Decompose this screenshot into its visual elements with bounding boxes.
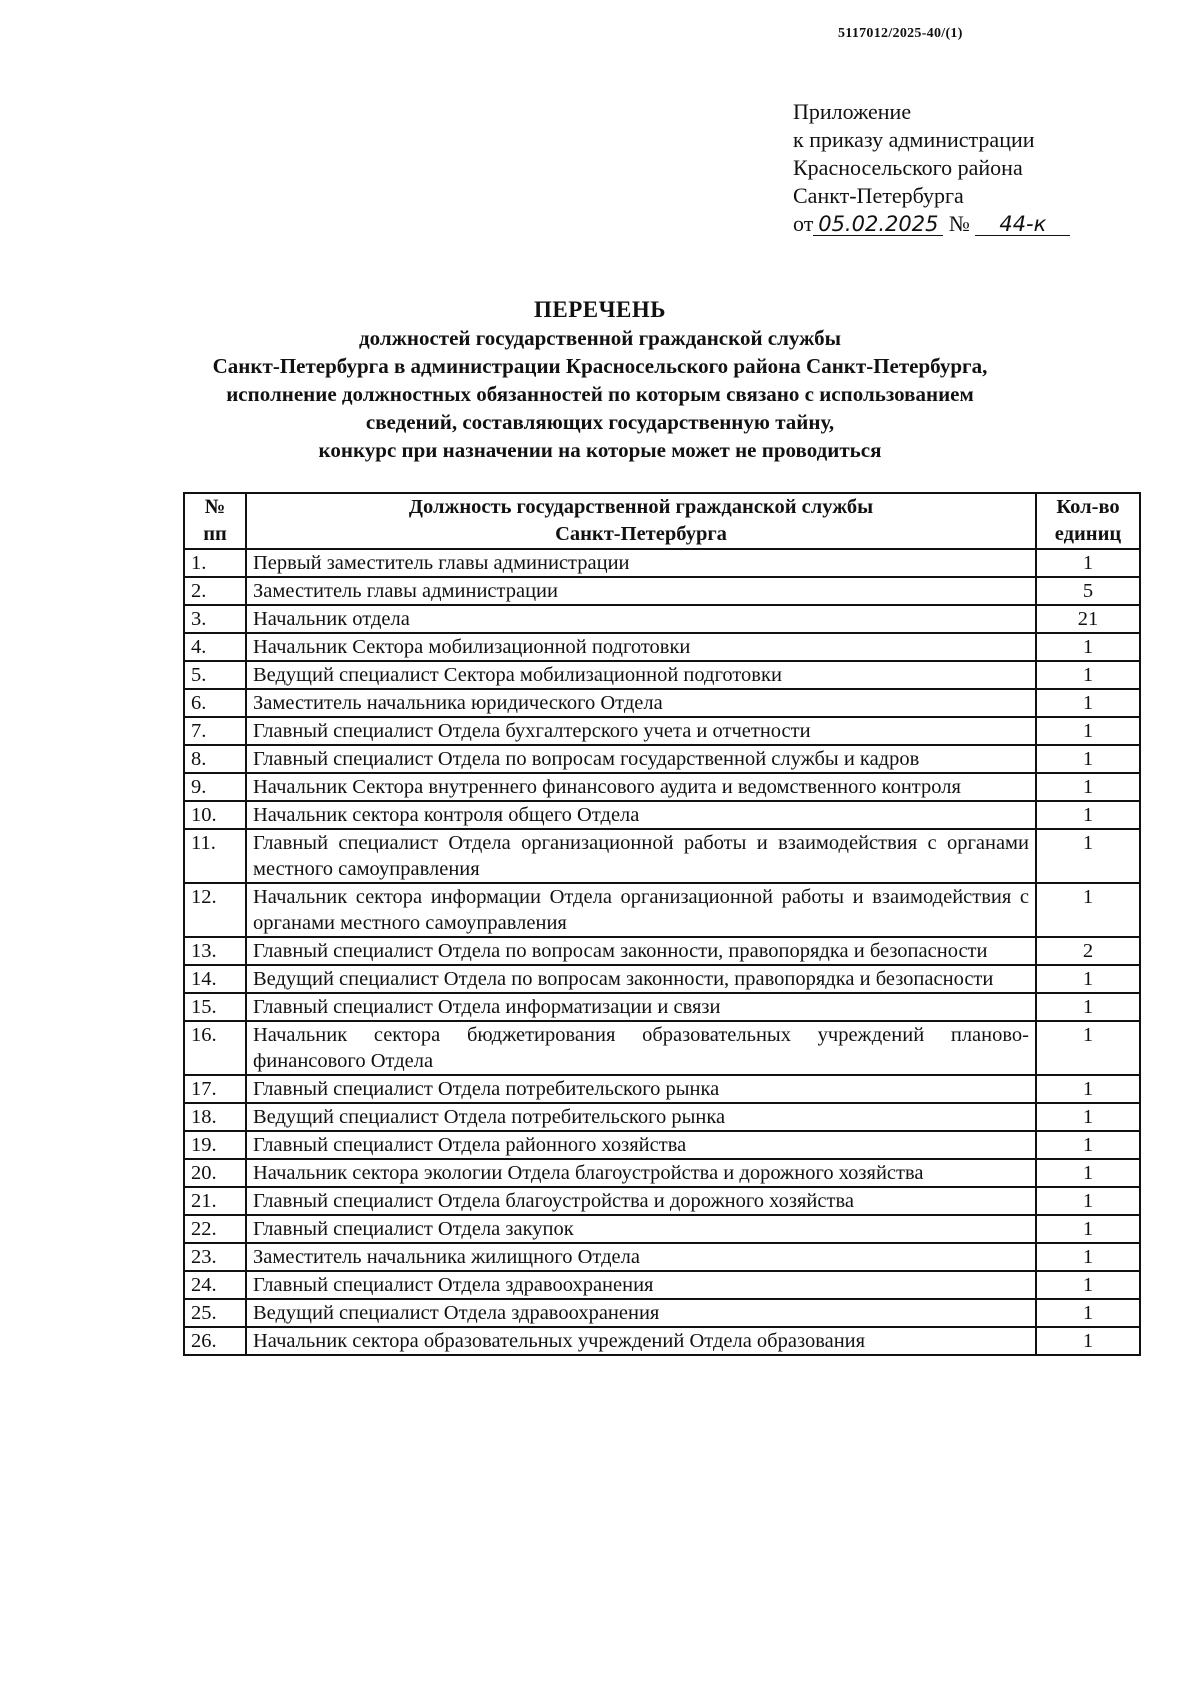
row-num: 8.	[184, 745, 246, 773]
row-position: Начальник сектора информации Отдела организационной работы и взаимодействия с органами местного самоуправления	[246, 883, 1036, 937]
row-position: Начальник Сектора внутреннего финансового аудита и ведомственного контроля	[246, 773, 1036, 801]
row-count: 1	[1036, 993, 1140, 1021]
row-position: Начальник сектора контроля общего Отдела	[246, 801, 1036, 829]
table-row	[184, 577, 1140, 605]
row-count: 1	[1036, 801, 1140, 829]
table-row	[184, 1103, 1140, 1131]
positions-table	[183, 492, 1141, 1356]
table-row	[184, 1075, 1140, 1103]
row-count: 1	[1036, 1299, 1140, 1327]
row-num: 15.	[184, 993, 246, 1021]
row-num: 25.	[184, 1299, 246, 1327]
row-num: 16.	[184, 1021, 246, 1075]
table-row	[184, 993, 1140, 1021]
row-num: 21.	[184, 1187, 246, 1215]
table-row	[184, 717, 1140, 745]
row-position: Главный специалист Отдела потребительского рынка	[246, 1075, 1036, 1103]
title-line: сведений, составляющих государственную тайну,	[365, 410, 835, 434]
table-row	[184, 605, 1140, 633]
row-num: 23.	[184, 1243, 246, 1271]
row-count: 1	[1036, 1131, 1140, 1159]
row-num: 3.	[184, 605, 246, 633]
row-count: 1	[1036, 633, 1140, 661]
table-row	[184, 829, 1140, 883]
header-num-line: пп	[203, 523, 227, 545]
row-position: Заместитель начальника юридического Отдела	[246, 689, 1036, 717]
table-row	[184, 801, 1140, 829]
row-num: 7.	[184, 717, 246, 745]
appendix-order-line	[793, 210, 1070, 238]
appendix-line: Санкт-Петербурга	[793, 183, 964, 208]
row-num: 2.	[184, 577, 246, 605]
row-position: Начальник Сектора мобилизационной подготовки	[246, 633, 1036, 661]
document-title	[150, 296, 1050, 464]
header-position-line: Санкт-Петербурга	[555, 523, 727, 545]
row-position: Первый заместитель главы администрации	[246, 549, 1036, 577]
row-position: Ведущий специалист Отдела по вопросам законности, правопорядка и безопасности	[246, 965, 1036, 993]
row-num: 12.	[184, 883, 246, 937]
table-row	[184, 745, 1140, 773]
row-position: Главный специалист Отдела информатизации и связи	[246, 993, 1036, 1021]
row-count: 1	[1036, 829, 1140, 883]
header-count-line: единиц	[1054, 523, 1122, 545]
appendix-line: к приказу администрации	[793, 127, 1035, 152]
row-position: Заместитель главы администрации	[246, 577, 1036, 605]
header-position-line: Должность государственной гражданской службы	[408, 496, 874, 518]
row-count: 1	[1036, 1271, 1140, 1299]
row-count: 1	[1036, 745, 1140, 773]
header-count	[1036, 493, 1140, 549]
row-position: Начальник сектора бюджетирования образовательных учреждений планово-финансового Отдела	[246, 1021, 1036, 1075]
title-line: конкурс при назначении на которые может не проводиться	[318, 438, 882, 462]
row-count: 5	[1036, 577, 1140, 605]
table-row	[184, 1159, 1140, 1187]
row-position: Главный специалист Отдела закупок	[246, 1215, 1036, 1243]
table-row	[184, 633, 1140, 661]
header-count-line: Кол-во	[1056, 496, 1120, 518]
title-line: должностей государственной гражданской службы	[359, 326, 841, 350]
row-count: 21	[1036, 605, 1140, 633]
order-date: 05.02.2025	[813, 213, 943, 236]
row-count: 1	[1036, 1021, 1140, 1075]
row-num: 20.	[184, 1159, 246, 1187]
row-num: 24.	[184, 1271, 246, 1299]
row-num: 14.	[184, 965, 246, 993]
row-num: 17.	[184, 1075, 246, 1103]
row-position: Главный специалист Отдела районного хозяйства	[246, 1131, 1036, 1159]
row-num: 22.	[184, 1215, 246, 1243]
row-count: 1	[1036, 689, 1140, 717]
row-position: Ведущий специалист Отдела здравоохранения	[246, 1299, 1036, 1327]
table-row	[184, 883, 1140, 937]
row-num: 9.	[184, 773, 246, 801]
appendix-line: Красносельского района	[793, 155, 1023, 180]
title-line: исполнение должностных обязанностей по которым связано с использованием	[226, 382, 974, 406]
row-count: 1	[1036, 661, 1140, 689]
row-position: Главный специалист Отдела благоустройства и дорожного хозяйства	[246, 1187, 1036, 1215]
row-count: 1	[1036, 549, 1140, 577]
row-count: 1	[1036, 1075, 1140, 1103]
row-count: 1	[1036, 1159, 1140, 1187]
table-row	[184, 1327, 1140, 1355]
table-row	[184, 1243, 1140, 1271]
row-position: Главный специалист Отдела по вопросам государственной службы и кадров	[246, 745, 1036, 773]
row-count: 1	[1036, 883, 1140, 937]
row-position: Ведущий специалист Сектора мобилизационной подготовки	[246, 661, 1036, 689]
row-count: 1	[1036, 717, 1140, 745]
row-position: Заместитель начальника жилищного Отдела	[246, 1243, 1036, 1271]
table-row	[184, 1131, 1140, 1159]
row-num: 18.	[184, 1103, 246, 1131]
appendix-block	[793, 98, 1070, 238]
row-count: 1	[1036, 1187, 1140, 1215]
row-position: Начальник отдела	[246, 605, 1036, 633]
row-position: Главный специалист Отдела по вопросам законности, правопорядка и безопасности	[246, 937, 1036, 965]
row-count: 1	[1036, 1103, 1140, 1131]
table-row	[184, 1299, 1140, 1327]
table-row	[184, 1271, 1140, 1299]
table-body	[184, 549, 1140, 1355]
row-position: Главный специалист Отдела бухгалтерского учета и отчетности	[246, 717, 1036, 745]
header-num-line: №	[204, 496, 226, 518]
table-row	[184, 689, 1140, 717]
date-prefix: от	[793, 211, 814, 236]
header-num	[184, 493, 246, 549]
title-line: Санкт-Петербурга в администрации Красносельского района Санкт-Петербурга,	[212, 354, 988, 378]
row-count: 1	[1036, 1327, 1140, 1355]
table-row	[184, 549, 1140, 577]
appendix-line: Приложение	[793, 99, 912, 124]
table-row	[184, 773, 1140, 801]
table-header-row	[184, 493, 1140, 549]
row-position: Начальник сектора экологии Отдела благоустройства и дорожного хозяйства	[246, 1159, 1036, 1187]
table-row	[184, 1021, 1140, 1075]
title-main: ПЕРЕЧЕНЬ	[534, 297, 666, 322]
table-row	[184, 1215, 1140, 1243]
row-position: Главный специалист Отдела организационной работы и взаимодействия с органами местного самоуправления	[246, 829, 1036, 883]
table-row	[184, 1187, 1140, 1215]
row-count: 1	[1036, 773, 1140, 801]
row-num: 26.	[184, 1327, 246, 1355]
number-prefix: №	[948, 211, 970, 236]
table-row	[184, 965, 1140, 993]
row-num: 10.	[184, 801, 246, 829]
row-count: 2	[1036, 937, 1140, 965]
table-row	[184, 661, 1140, 689]
row-position: Главный специалист Отдела здравоохранения	[246, 1271, 1036, 1299]
row-count: 1	[1036, 1243, 1140, 1271]
row-num: 1.	[184, 549, 246, 577]
row-count: 1	[1036, 1215, 1140, 1243]
row-num: 19.	[184, 1131, 246, 1159]
row-num: 11.	[184, 829, 246, 883]
table-row	[184, 937, 1140, 965]
header-position	[246, 493, 1036, 549]
row-num: 6.	[184, 689, 246, 717]
document-id: 5117012/2025-40/(1)	[838, 26, 963, 41]
row-num: 13.	[184, 937, 246, 965]
row-num: 4.	[184, 633, 246, 661]
row-num: 5.	[184, 661, 246, 689]
order-number: 44-к	[975, 213, 1070, 236]
row-count: 1	[1036, 965, 1140, 993]
row-position: Ведущий специалист Отдела потребительского рынка	[246, 1103, 1036, 1131]
row-position: Начальник сектора образовательных учреждений Отдела образования	[246, 1327, 1036, 1355]
